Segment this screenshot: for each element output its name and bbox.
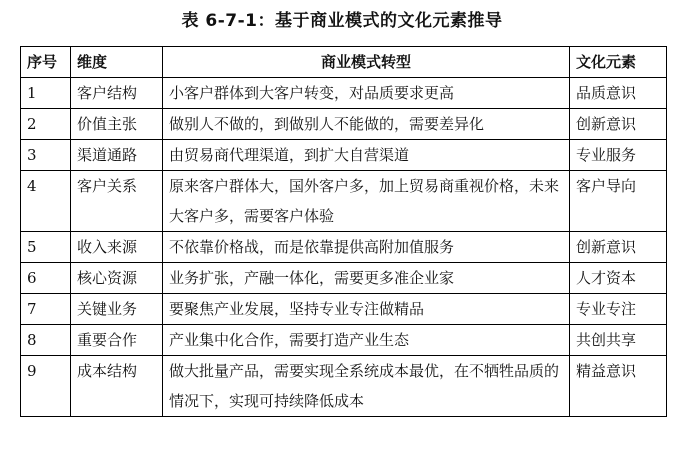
cell-dimension: 价值主张 [71,109,163,140]
cell-dimension: 成本结构 [71,356,163,417]
cell-seq: 2 [21,109,71,140]
cell-culture: 专业服务 [570,140,667,171]
cell-transformation: 原来客户群体大，国外客户多，加上贸易商重视价格，未来大客户多，需要客户体验 [163,171,570,232]
cell-culture: 客户导向 [570,171,667,232]
cell-seq: 5 [21,232,71,263]
cell-culture: 共创共享 [570,325,667,356]
header-dimension: 维度 [71,47,163,78]
cell-seq: 1 [21,78,71,109]
table-row [21,294,667,325]
cell-dimension: 收入来源 [71,232,163,263]
cell-transformation: 小客户群体到大客户转变，对品质要求更高 [163,78,570,109]
table-row [21,263,667,294]
cell-dimension: 客户关系 [71,171,163,232]
table-header-row [21,47,667,78]
header-transformation: 商业模式转型 [163,47,570,78]
cell-seq: 9 [21,356,71,417]
table-title: 表 6-7-1：基于商业模式的文化元素推导 [181,11,503,31]
cell-culture: 品质意识 [570,78,667,109]
cell-transformation: 由贸易商代理渠道，到扩大自营渠道 [163,140,570,171]
cell-culture: 创新意识 [570,232,667,263]
cell-culture: 精益意识 [570,356,667,417]
cell-transformation: 不依靠价格战，而是依靠提供高附加值服务 [163,232,570,263]
cell-transformation: 业务扩张，产融一体化，需要更多准企业家 [163,263,570,294]
table-row [21,78,667,109]
cell-seq: 7 [21,294,71,325]
cell-transformation: 要聚焦产业发展，坚持专业专注做精品 [163,294,570,325]
cell-culture: 人才资本 [570,263,667,294]
cell-seq: 4 [21,171,71,232]
cell-transformation: 产业集中化合作，需要打造产业生态 [163,325,570,356]
header-seq: 序号 [21,47,71,78]
cell-dimension: 核心资源 [71,263,163,294]
table-row [21,232,667,263]
cell-transformation: 做别人不做的，到做别人不能做的，需要差异化 [163,109,570,140]
table-row [21,325,667,356]
table-row [21,171,667,232]
cell-culture: 专业专注 [570,294,667,325]
culture-derivation-table [20,46,667,417]
cell-culture: 创新意识 [570,109,667,140]
cell-dimension: 客户结构 [71,78,163,109]
cell-dimension: 关键业务 [71,294,163,325]
table-row [21,109,667,140]
header-culture: 文化元素 [570,47,667,78]
cell-seq: 6 [21,263,71,294]
cell-transformation: 做大批量产品，需要实现全系统成本最优，在不牺牲品质的情况下，实现可持续降低成本 [163,356,570,417]
cell-dimension: 重要合作 [71,325,163,356]
cell-dimension: 渠道通路 [71,140,163,171]
table-row [21,356,667,417]
cell-seq: 3 [21,140,71,171]
cell-seq: 8 [21,325,71,356]
table-row [21,140,667,171]
